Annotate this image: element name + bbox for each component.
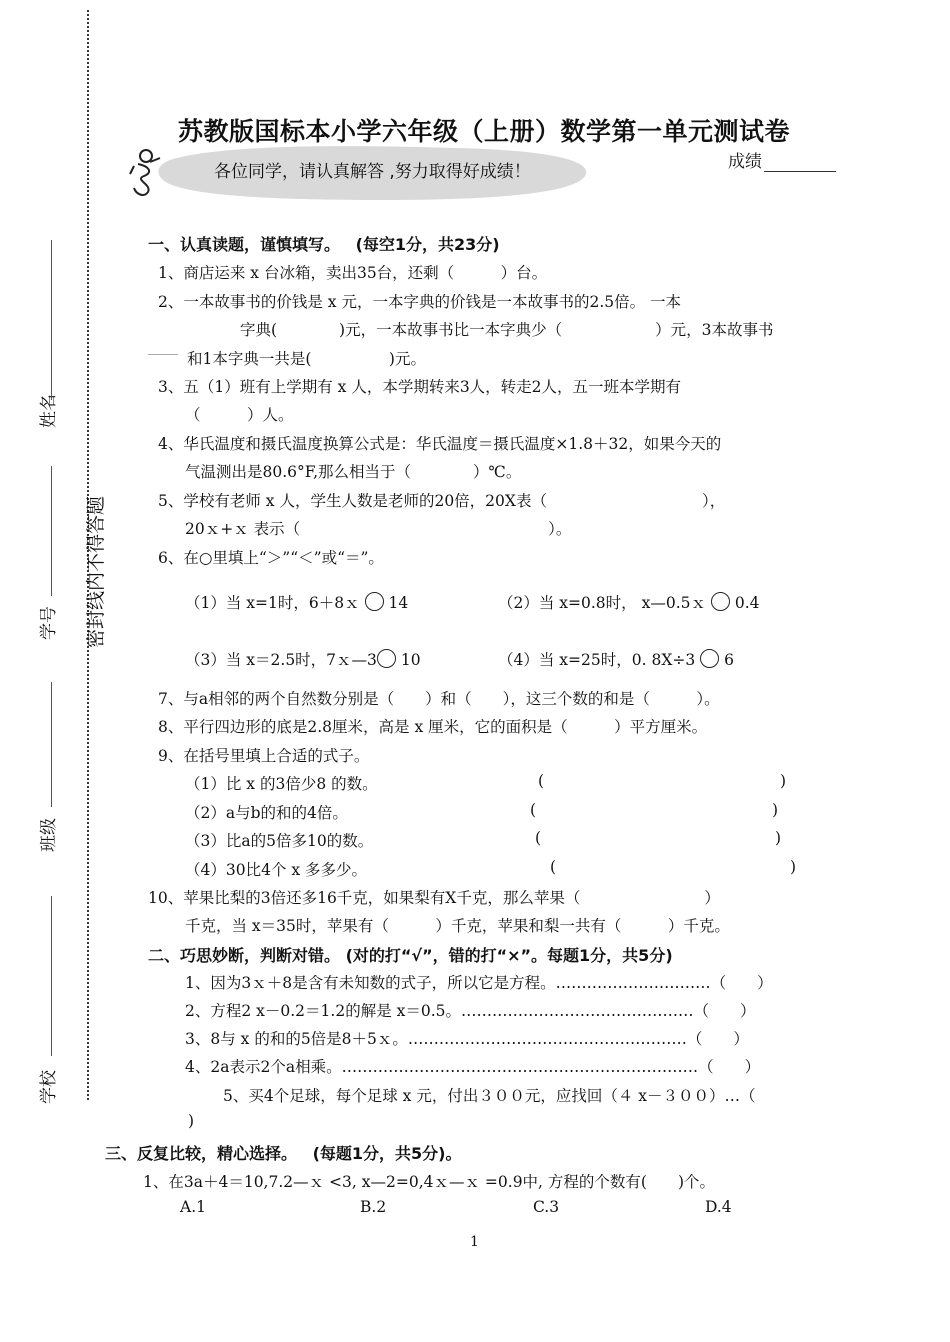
q1-6-1-value: 14 [388,594,409,612]
greeting: 各位同学，请认真解答 ,努力取得好成绩！ [214,162,531,182]
q1-6: 6、在○里填上“＞”“＜”或“＝”。 [158,549,384,567]
q1-5b: 20ｘ+ｘ 表示（ ）。 [185,520,572,538]
answer-paren-close: ) [772,801,779,819]
label-name: 姓名 [39,394,59,428]
cartoon-figure-icon [128,146,164,200]
score-blank[interactable] [764,156,836,172]
q3-1: 1、在3a＋4＝10,7.2—ｘ <3, x—2=0,4ｘ—ｘ =0.9中, 方程的个数有( )个。 [143,1173,716,1191]
score-label: 成绩 [728,152,762,172]
q1-2b: 字典( )元，一本故事书比一本字典少（ ）元，3本故事书 [240,321,774,339]
q1-9-4: （4）30比4个 x 多多少。 [185,861,368,879]
section2-note: (对的打“√”，错的打“×”。每题1分，共5分) [345,946,673,965]
section3-title: 三、反复比较，精心选择。 [105,1144,298,1163]
q1-5a: 5、学校有老师 x 人，学生人数是老师的20倍，20X表（ ）， [158,492,726,510]
q1-3b: （ ）人。 [185,406,294,424]
name-blank[interactable] [51,240,52,400]
answer-paren-open: ( [538,772,545,790]
q1-2c: 和1本字典一共是( )元。 [187,350,426,368]
answer-paren-close: ) [790,858,797,876]
q2-1: 1、因为3ｘ＋8是含有未知数的式子，所以它是方程。…………………………（ ） [185,974,773,992]
answer-paren-open: ( [550,858,557,876]
decorative-dash [148,354,178,355]
answer-paren-open: ( [535,829,542,847]
answer-paren-open: ( [530,801,537,819]
section2-heading [148,943,673,966]
q1-10a: 10、苹果比梨的3倍还多16千克，如果梨有X千克，那么苹果（ ） [148,889,720,907]
number-blank[interactable] [51,466,52,596]
page-number: 1 [470,1234,479,1250]
compare-circle-3[interactable] [377,649,396,668]
q2-4: 4、2a表示2个a相乘。……………………………………………………………（ ） [185,1058,761,1076]
page-title: 苏教版国标本小学六年级（上册）数学第一单元测试卷 [178,117,791,146]
q3-1-option-d[interactable]: D.4 [705,1198,732,1216]
q3-1-option-a[interactable]: A.1 [180,1198,206,1216]
section1-title: 一、认真读题，谨慎填写。 [148,235,341,254]
q1-4a: 4、华氏温度和摄氏温度换算公式是：华氏温度＝摄氏温度×1.8＋32，如果今天的 [158,435,722,453]
q1-10b: 千克，当 x＝35时，苹果有（ ）千克，苹果和梨一共有（ ）千克。 [185,917,730,935]
q1-6-4-value: 6 [724,651,734,669]
q1-6-3-value: 10 [400,651,421,669]
section3-heading [105,1141,462,1164]
section1-note: (每空1分，共23分) [355,235,500,254]
q1-2a: 2、一本故事书的价钱是 x 元，一本字典的价钱是一本故事书的2.5倍。 一本 [158,293,682,311]
q1-6-4-text: （4）当 x=25时，0. 8X÷3 [498,651,696,669]
compare-circle-1[interactable] [365,592,384,611]
section3-note: (每题1分，共5分)。 [312,1144,462,1163]
q1-6-2 [498,591,760,613]
q1-9-3: （3）比a的5倍多10的数。 [185,832,374,850]
seal-warning: 密封线内不得答题 [85,495,107,648]
q1-8: 8、平行四边形的底是2.8厘米，高是 x 厘米，它的面积是（ ）平方厘米。 [158,718,708,736]
label-class: 班级 [39,818,59,852]
q1-6-2-text: （2）当 x=0.8时， x—0.5ｘ [498,594,706,612]
q3-1-option-c[interactable]: C.3 [533,1198,560,1216]
q2-3: 3、8与 x 的和的5倍是8＋5ｘ。………………………………………………（ ） [185,1030,749,1048]
school-blank[interactable] [51,896,52,1056]
q1-9-1: （1）比 x 的3倍少8 的数。 [185,775,378,793]
compare-circle-4[interactable] [700,649,719,668]
label-school: 学校 [39,1070,59,1104]
class-blank[interactable] [51,682,52,807]
q1-6-1-text: （1）当 x=1时，6＋8ｘ [185,594,360,612]
q1-9-2: （2）a与b的和的4倍。 [185,804,348,822]
q1-6-4 [498,648,734,670]
q1-3a: 3、五（1）班有上学期有 x 人，本学期转来3人，转走2人，五一班本学期有 [158,378,682,396]
q1-6-3-text: （3）当 x＝2.5时，7ｘ—3 [185,651,377,669]
compare-circle-2[interactable] [711,592,730,611]
q1-6-2-value: 0.4 [734,594,760,612]
score-field[interactable] [728,147,836,172]
section2-title: 二、巧思妙断，判断对错。 [148,946,341,965]
q1-9: 9、在括号里填上合适的式子。 [158,747,370,765]
q2-2: 2、方程2 x－0.2＝1.2的解是 x＝0.5。………………………………………（ ） [185,1002,756,1020]
q2-5a: 5、买4个足球，每个足球 x 元，付出３００元，应找回（４ x－３００）…（ [223,1087,756,1105]
q2-5b: ) [188,1112,195,1130]
label-number: 学号 [39,606,59,640]
answer-paren-close: ) [775,829,782,847]
answer-paren-close: ) [780,772,787,790]
q1-6-1 [185,591,408,613]
q3-1-option-b[interactable]: B.2 [360,1198,387,1216]
q1-4b: 气温测出是80.6°F,那么相当于（ ）℃。 [185,463,522,481]
q1-1: 1、商店运来 x 台冰箱，卖出35台，还剩（ ）台。 [158,264,548,282]
q1-7: 7、与a相邻的两个自然数分别是（ ）和（ ），这三个数的和是（ ）。 [158,690,720,708]
q1-6-3 [185,648,421,670]
section1-heading [148,232,500,255]
